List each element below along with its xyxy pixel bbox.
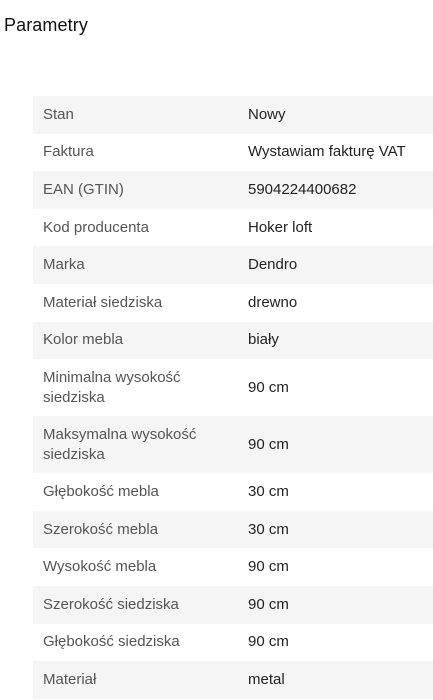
table-row: [33, 548, 433, 586]
page-title: Parametry: [4, 15, 88, 35]
param-label: Kolor mebla: [43, 331, 124, 349]
param-label: Szerokość mebla: [43, 520, 159, 538]
table-row: [33, 284, 433, 322]
param-value: 90 cm: [248, 378, 289, 396]
table-row: [33, 661, 433, 699]
param-value: Dendro: [248, 256, 298, 274]
param-value: Hoker loft: [248, 218, 313, 236]
parameters-table: [33, 96, 433, 699]
table-row: [33, 322, 433, 360]
table-row: [33, 586, 433, 624]
table-row: [33, 96, 433, 134]
param-label: Wysokość mebla: [43, 558, 157, 576]
param-value: 30 cm: [248, 520, 289, 538]
param-value: biały: [248, 331, 279, 349]
param-label: Maksymalna wysokość siedziska: [43, 425, 197, 463]
param-label: Marka: [43, 256, 85, 274]
param-value: 90 cm: [248, 435, 289, 453]
param-value: 90 cm: [248, 558, 289, 576]
table-row: [33, 359, 433, 416]
table-row: [33, 209, 433, 247]
param-label: Szerokość siedziska: [43, 595, 179, 613]
param-label: Głębokość siedziska: [43, 633, 180, 651]
table-row: [33, 473, 433, 511]
param-label: Kod producenta: [43, 218, 149, 236]
param-label: EAN (GTIN): [43, 180, 124, 198]
param-label: Stan: [43, 105, 74, 123]
param-value: 90 cm: [248, 633, 289, 651]
param-value: 30 cm: [248, 482, 289, 500]
param-value: metal: [248, 670, 285, 688]
param-label: Głębokość mebla: [43, 482, 159, 500]
table-row: [33, 511, 433, 549]
param-label: Faktura: [43, 143, 94, 161]
param-label: Minimalna wysokość siedziska: [43, 368, 181, 406]
param-label: Materiał: [43, 670, 97, 688]
param-value: 5904224400682: [248, 180, 357, 198]
table-row: [33, 134, 433, 172]
table-row: [33, 416, 433, 473]
table-row: [33, 246, 433, 284]
table-row: [33, 171, 433, 209]
param-value: drewno: [248, 293, 298, 311]
param-value: 90 cm: [248, 595, 289, 613]
param-label: Materiał siedziska: [43, 293, 163, 311]
param-value: Nowy: [248, 105, 286, 123]
table-row: [33, 624, 433, 662]
param-value: Wystawiam fakturę VAT: [248, 143, 406, 161]
